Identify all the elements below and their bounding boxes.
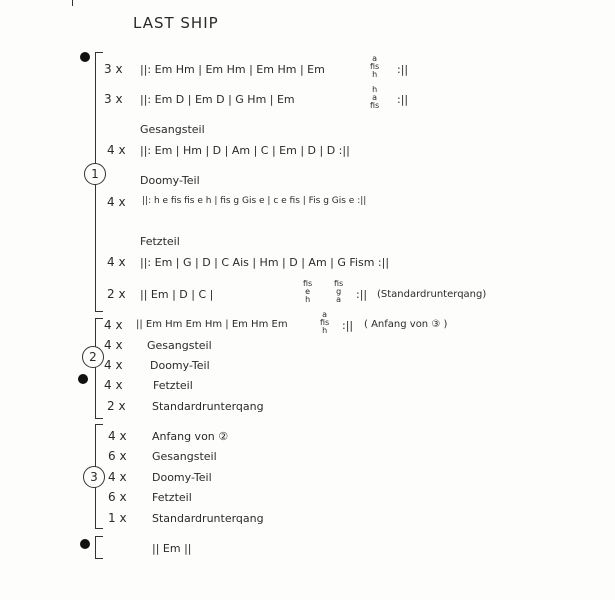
punch-hole (80, 539, 90, 549)
ending-bracket (95, 536, 96, 558)
repeat-count: 4 x (104, 318, 123, 332)
chord-note: a (336, 295, 342, 304)
repeat-count: 4 x (108, 429, 127, 443)
chord-note: a (372, 54, 378, 63)
chord-note: fis (334, 279, 344, 288)
chord-line: ||: Em | G | D | C Ais | Hm | D | Am | G Fism :|| (140, 256, 390, 269)
bracket-tick (95, 536, 103, 537)
repeat-count: 4 x (107, 255, 126, 269)
part-name: Gesangsteil (147, 339, 212, 352)
part-name: Doomy-Teil (150, 359, 210, 372)
section-3-marker: 3 (83, 466, 105, 488)
chord-stack (370, 86, 379, 110)
chord-note: g (336, 287, 342, 296)
chord-note: fis (320, 318, 330, 327)
repeat-count: 2 x (107, 399, 126, 413)
chord-note: fis (370, 62, 380, 71)
chord-line: ||: Em | Hm | D | Am | C | Em | D | D :|| (140, 144, 350, 157)
repeat-count: 4 x (108, 470, 127, 484)
chord-line: ||: Em D | Em D | G Hm | Em (140, 93, 295, 106)
bracket-tick (95, 311, 103, 312)
bracket-tick (95, 52, 103, 53)
repeat-count: 4 x (104, 358, 123, 372)
annotation: ( Anfang von ③ ) (364, 319, 448, 330)
annotation: (Standardrunterqang) (377, 289, 487, 300)
section-label-fetzteil: Fetzteil (140, 235, 180, 248)
repeat-end: :|| (397, 63, 409, 76)
repeat-end: :|| (356, 288, 368, 301)
repeat-count: 4 x (104, 338, 123, 352)
chord-note: h (372, 85, 378, 94)
chord-stack (320, 311, 329, 335)
bracket-tick (95, 528, 103, 529)
punch-hole (78, 374, 88, 384)
part-name: Gesangsteil (152, 450, 217, 463)
section-label-gesangsteil: Gesangsteil (140, 123, 205, 136)
bracket-tick (95, 558, 103, 559)
chord-note: fis (370, 101, 380, 110)
repeat-count: 6 x (108, 449, 127, 463)
part-name: Fetzteil (152, 491, 192, 504)
chord-stack (370, 55, 379, 79)
chord-note: a (372, 93, 378, 102)
chord-stack (303, 280, 312, 304)
repeat-end: :|| (397, 93, 409, 106)
section-label-doomy: Doomy-Teil (140, 174, 200, 187)
part-name: Anfang von ② (152, 430, 229, 443)
chord-note: a (322, 310, 328, 319)
section-2-marker: 2 (82, 346, 104, 368)
page-edge-mark (72, 0, 73, 6)
part-name: Standardrunterqang (152, 512, 264, 525)
chord-note: fis (303, 279, 313, 288)
repeat-count: 6 x (108, 490, 127, 504)
chord-stack (334, 280, 343, 304)
section-1-marker: 1 (84, 163, 106, 185)
chord-note: e (305, 287, 311, 296)
punch-hole (80, 52, 90, 62)
final-chord-line: || Em || (152, 542, 192, 555)
repeat-count: 3 x (104, 62, 123, 76)
section-2-bracket (95, 318, 96, 418)
chord-note: h (322, 326, 328, 335)
song-title: LAST SHIP (133, 14, 219, 32)
repeat-count: 3 x (104, 92, 123, 106)
repeat-count: 4 x (107, 143, 126, 157)
chord-line: ||: Em Hm | Em Hm | Em Hm | Em (140, 63, 325, 76)
chord-line: || Em Hm Em Hm | Em Hm Em (136, 319, 288, 330)
bracket-tick (95, 418, 103, 419)
part-name: Standardrunterqang (152, 400, 264, 413)
chord-line: ||: h e fis fis e h | fis g Gis e | c e fis | Fis g Gis e :|| (142, 196, 367, 206)
chord-line: || Em | D | C | (140, 288, 214, 301)
part-name: Doomy-Teil (152, 471, 212, 484)
repeat-count: 1 x (108, 511, 127, 525)
repeat-count: 4 x (107, 195, 126, 209)
bracket-tick (95, 424, 103, 425)
chord-note: h (372, 70, 378, 79)
part-name: Fetzteil (153, 379, 193, 392)
repeat-end: :|| (342, 319, 354, 332)
bracket-tick (95, 318, 103, 319)
repeat-count: 2 x (107, 287, 126, 301)
chord-note: h (305, 295, 311, 304)
repeat-count: 4 x (104, 378, 123, 392)
